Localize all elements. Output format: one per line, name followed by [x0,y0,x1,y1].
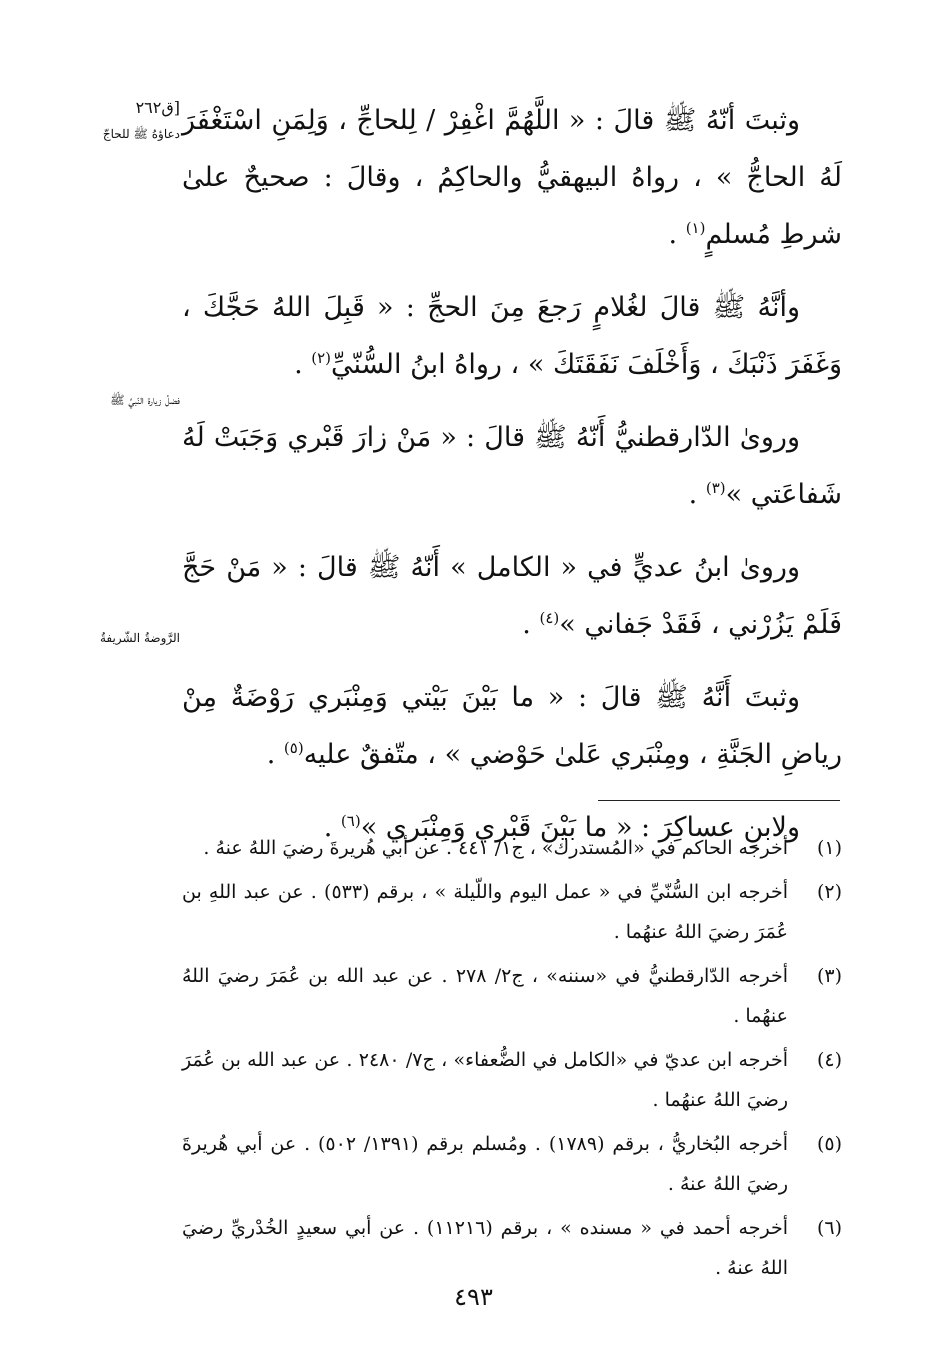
margin-note-visiting-prophet: فضلُ زيارة النّبيِّ ﷺ [110,393,180,407]
paragraph-text: وروىٰ ابنُ عديٍّ في « الكامل » أَنّهُ ﷺ قالَ : « مَنْ حَجَّ فَلَمْ يَزُرْني ، فَقَدْ جَفاني » [182,552,842,640]
footnote [182,828,842,868]
footnote [182,956,842,1036]
paragraph-end: . [668,219,686,250]
paragraph-text: وروىٰ الدّارقطنيُّ أَنّهُ ﷺ قالَ : « مَنْ زارَ قَبْري وَجَبَتْ لَهُ شَفاعَتي » [182,422,842,510]
footnote-text: أخرجه ابن السُّنّيِّ في « عمل اليوم واللّيلة » ، برقم (٥٣٣) . عن عبد اللهِ بن عُمَرَ رضيَ اللهُ عنهُما . [182,881,788,943]
footnote-text: أخرجه أحمد في « مسنده » ، برقم (١١٢١٦) . عن أبي سعيدٍ الخُدْريِّ رضيَ اللهُ عنهُ . [182,1217,788,1279]
page-number: ٤٩٣ [454,1283,493,1311]
footnote-ref[interactable]: (١) [685,219,706,237]
footnote-number: (٦) [816,1217,842,1239]
footnote-number: (٣) [816,965,842,987]
footnote-ref[interactable]: (٣) [705,479,726,497]
footnote-separator [598,800,840,801]
footnote [182,1040,842,1120]
main-text [182,92,842,872]
footnote-number: (١) [816,837,842,859]
paragraph-text: وثبتَ أَنَّهُ ﷺ قالَ : « ما بَيْنَ بَيْتي وَمِنْبَري رَوْضَةٌ مِنْ رياضِ الجَنَّةِ ، ومِنْبَري عَلىٰ حَوْضي » ، متّفقٌ عليه [182,682,842,770]
footnote-text: أخرجه البُخاريُّ ، برقم (١٧٨٩) . ومُسلم برقم (١٣٩١/ ٥٠٢) . عن أبي هُريرةَ رضيَ اللهُ عنهُ . [182,1133,788,1195]
paragraph [182,409,842,523]
footnote-text: أخرجه ابن عديّ في «الكامل في الضُّعفاء» ، ج٧/ ٢٤٨٠ . عن عبد الله بن عُمَرَ رضيَ اللهُ عنهُما . [182,1049,788,1111]
footnotes [182,828,842,1292]
footnote-number: (٢) [816,881,842,903]
footnote-number: (٥) [816,1133,842,1155]
paragraph-end: . [266,739,284,770]
paragraph [182,279,842,393]
paragraph-text: وأنَّهُ ﷺ قالَ لغُلامٍ رَجعَ مِنَ الحجِّ : « قَبِلَ اللهُ حَجَّكَ ، وَغَفَرَ ذَنْبَكَ ، وَأَخْلَفَ نَفَقَتَكَ » ، رواهُ ابنُ السُّنّيِّ [182,292,842,380]
margin-note-prayer-for-pilgrim: دعاؤهُ ﷺ للحاجّ [102,127,180,141]
footnote-ref[interactable]: (٤) [539,609,560,627]
footnote [182,1124,842,1204]
paragraph [182,92,842,263]
footnote [182,1208,842,1288]
footnote-ref[interactable]: (٢) [311,349,332,367]
paragraph-end: . [323,812,341,843]
footnote [182,872,842,952]
footnote-ref[interactable]: (٥) [283,739,304,757]
footnote-ref[interactable]: (٦) [340,812,361,830]
footnote-number: (٤) [816,1049,842,1071]
paragraph-end: . [522,609,540,640]
footnote-text: أخرجه الدّارقطنيُّ في «سننه» ، ج٢/ ٢٧٨ . عن عبد الله بن عُمَرَ رضيَ اللهُ عنهُما . [182,965,788,1027]
margin-manuscript-marker: [ق٢٦٢ [135,98,180,117]
paragraph [182,669,842,783]
paragraph-end: . [688,479,706,510]
paragraph-end: . [294,349,312,380]
paragraph-text: وثبتَ أنّهُ ﷺ قالَ : « اللَّهُمَّ اغْفِرْ / لِلحاجِّ ، وَلِمَنِ اسْتَغْفَرَ لَهُ الحاجُّ » ، رواهُ البيهقيُّ والحاكِمُ ، وقالَ : صحيحٌ علىٰ شرطِ مُسلمٍ [182,105,842,250]
paragraph [182,539,842,653]
margin-note-noble-rawdah: الرَّوضةُ الشّريفةُ [99,631,180,645]
footnote-text: أخرجه الحاكم في «المُستدرك» ، ج١/ ٤٤١ . عن أبي هُريرةَ رضيَ اللهُ عنهُ . [203,837,788,859]
paragraph-text: ولابنِ عساكِرَ : « ما بَيْنَ قَبْري وَمِنْبَري » [360,812,800,843]
